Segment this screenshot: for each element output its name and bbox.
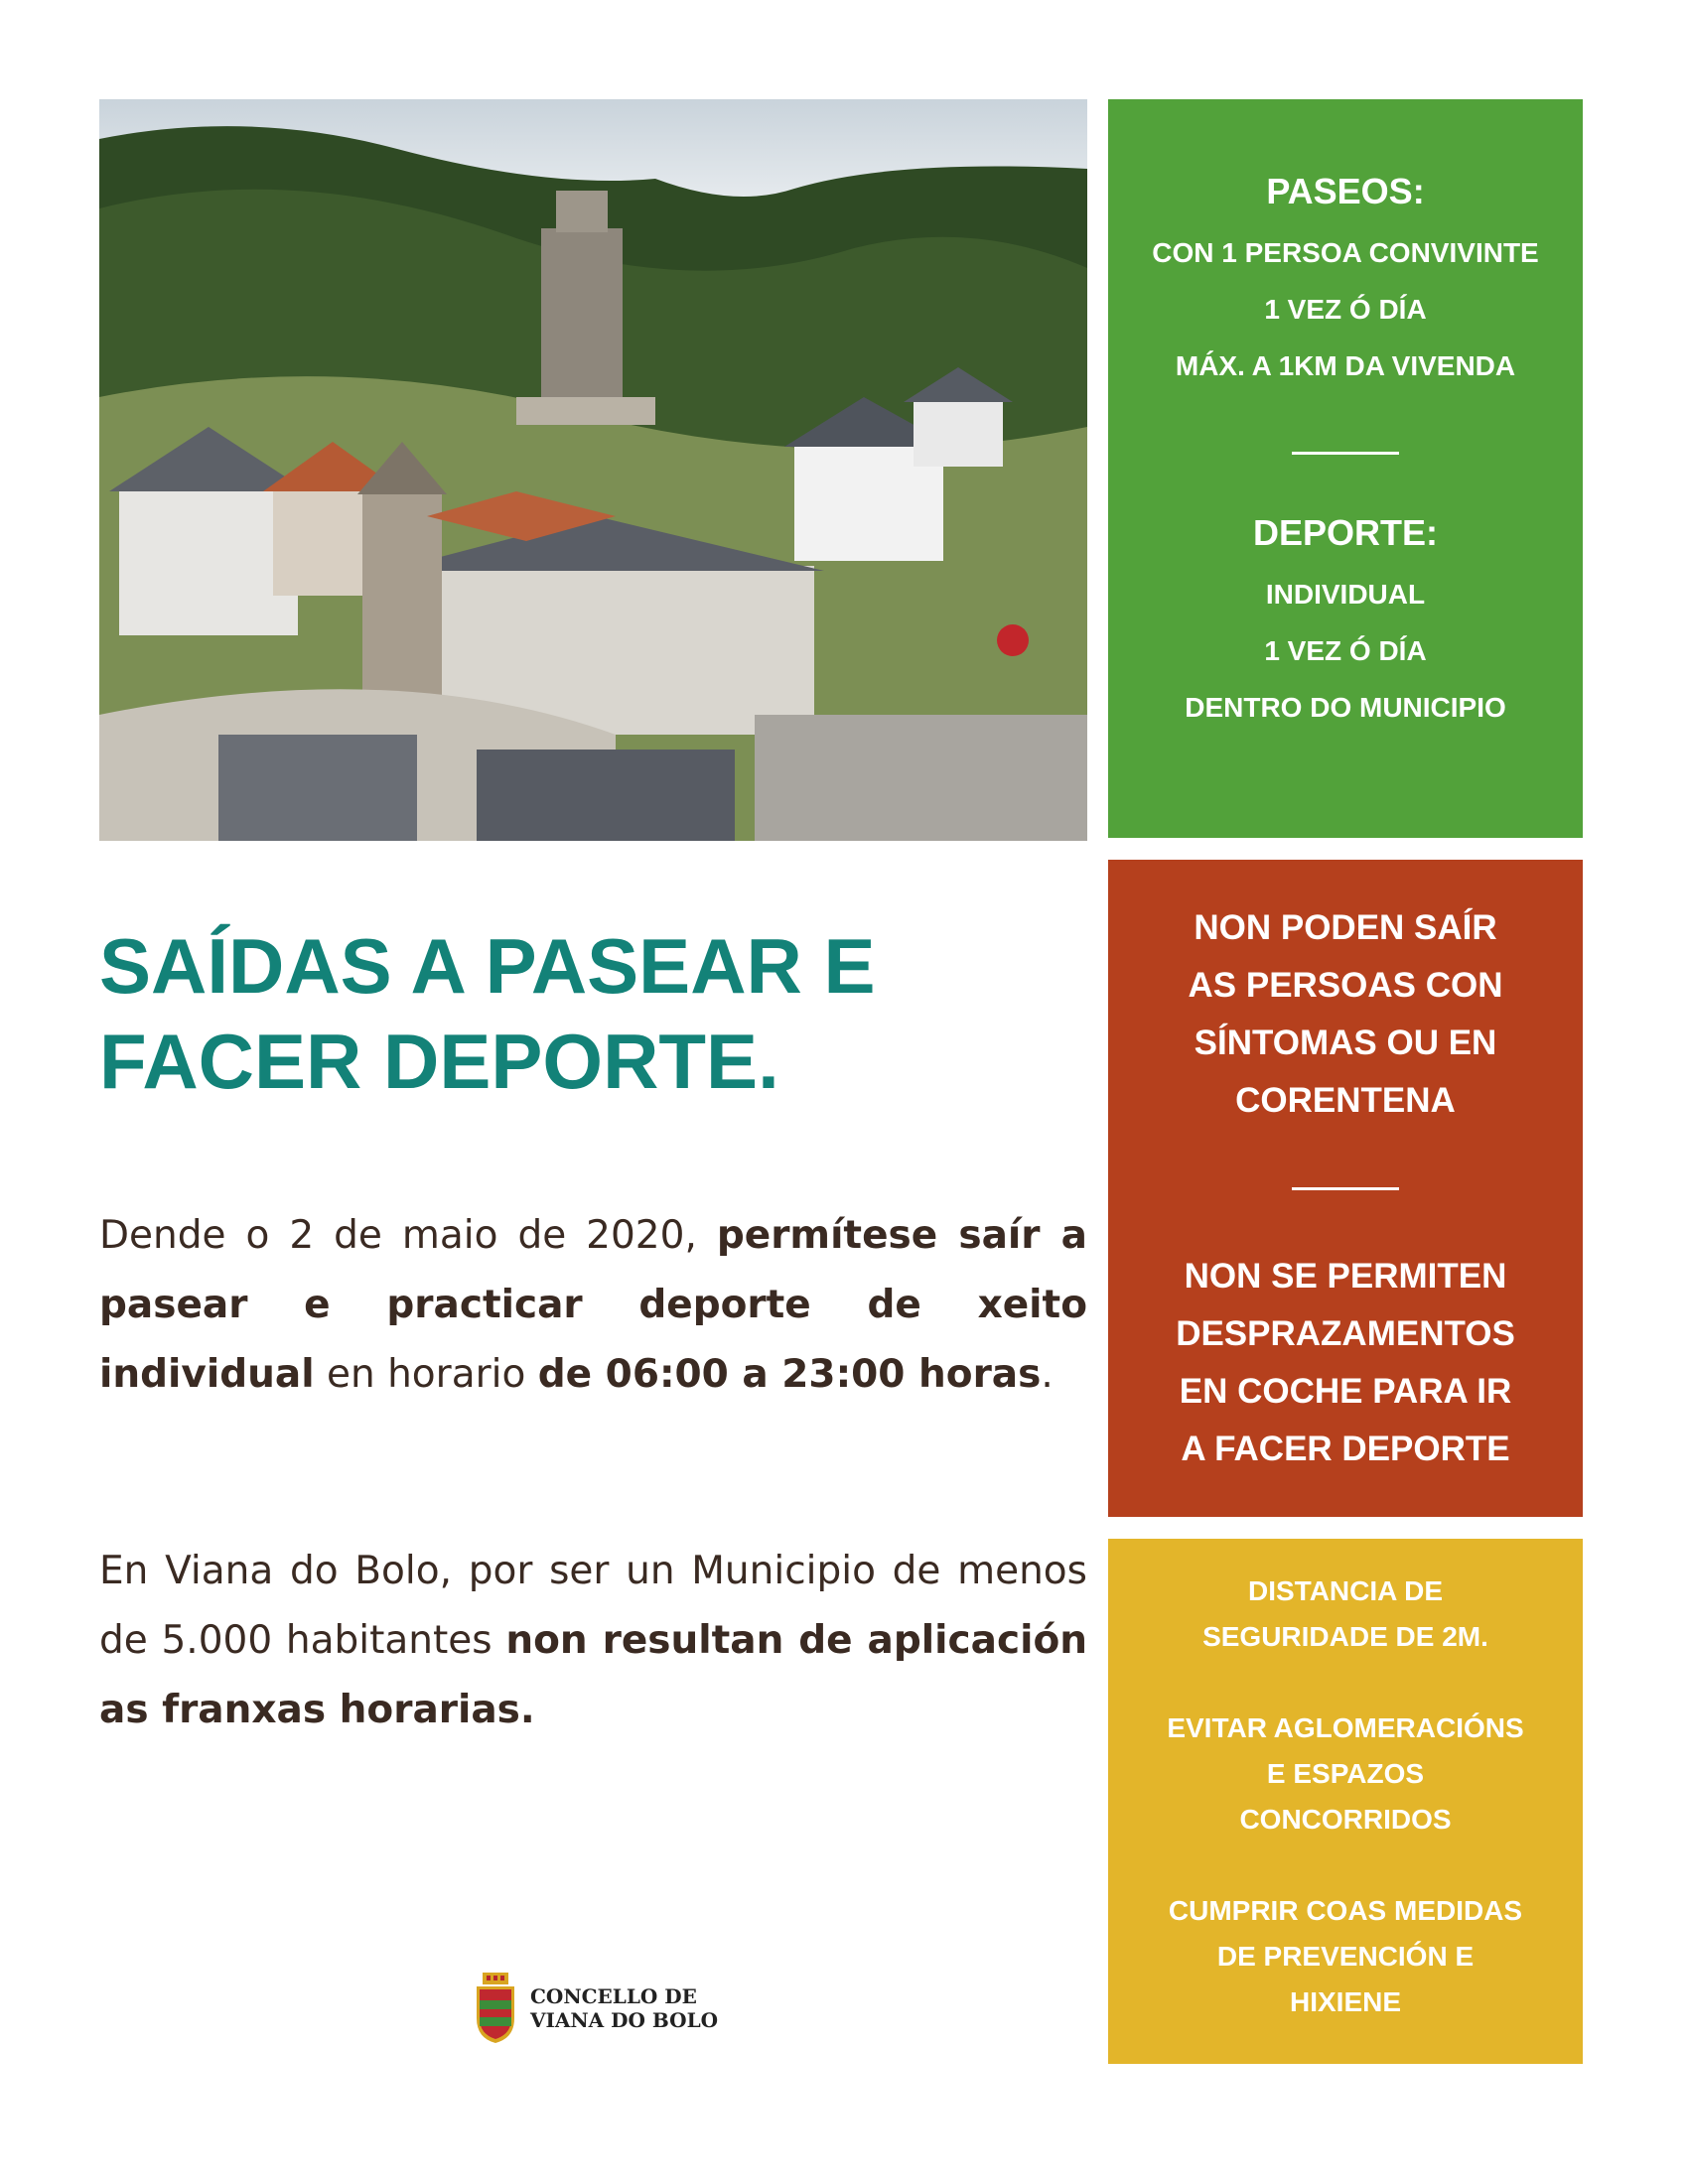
concello-logo <box>475 1973 718 2044</box>
paragraph-date <box>99 1201 1087 1410</box>
measure-line: E ESPAZOS <box>1266 1758 1425 1789</box>
title-line: FACER DEPORTE. <box>99 1018 779 1105</box>
logo-line: VIANA DO BOLO <box>530 2008 719 2032</box>
paragraph-municipio <box>99 1537 1087 1745</box>
deporte-title: DEPORTE: <box>1252 512 1438 553</box>
deporte-line: INDIVIDUAL <box>1265 579 1426 610</box>
bold-run: permítese saír a pasear e practicar deporte de xeito individual <box>99 1213 1087 1397</box>
rules-panel-green <box>1108 99 1583 838</box>
text-run: Dende o 2 de maio de 2020, <box>99 1213 717 1258</box>
restriction-line: DESPRAZAMENTOS <box>1176 1314 1515 1353</box>
coat-of-arms-icon <box>475 1973 516 2044</box>
paseos-line: 1 VEZ Ó DÍA <box>1264 294 1427 325</box>
measures-panel-yellow <box>1108 1539 1583 2064</box>
restrictions-panel-red <box>1108 860 1583 1517</box>
paseos-line: MÁX. A 1KM DA VIVENDA <box>1175 350 1516 381</box>
measure-line: CUMPRIR COAS MEDIDAS <box>1168 1895 1523 1926</box>
title-line: SAÍDAS A PASEAR E <box>99 922 876 1010</box>
page-title <box>99 918 1092 1109</box>
restriction-line: NON PODEN SAÍR <box>1194 908 1497 947</box>
restriction-line: CORENTENA <box>1235 1081 1456 1120</box>
measure-line: HIXIENE <box>1289 1986 1402 2017</box>
logo-text <box>530 1984 718 2032</box>
paseos-line: CON 1 PERSOA CONVIVINTE <box>1152 237 1539 268</box>
bold-run: non resultan de aplicación as franxas horarias. <box>99 1618 1087 1732</box>
restriction-line: AS PERSOAS CON <box>1188 966 1503 1005</box>
measure-line: DISTANCIA DE <box>1248 1575 1443 1606</box>
text-run: en horario <box>314 1352 538 1397</box>
restriction-line: SÍNTOMAS OU EN <box>1194 1024 1497 1062</box>
measure-line: SEGURIDADE DE 2M. <box>1202 1621 1488 1652</box>
deporte-line: 1 VEZ Ó DÍA <box>1264 635 1427 666</box>
paseos-title: PASEOS: <box>1266 171 1425 211</box>
measure-line: DE PREVENCIÓN E <box>1216 1941 1475 1972</box>
measure-line: EVITAR AGLOMERACIÓNS <box>1167 1712 1524 1743</box>
restriction-line: EN COCHE PARA IR <box>1179 1372 1512 1411</box>
deporte-line: DENTRO DO MUNICIPIO <box>1185 692 1506 723</box>
restriction-line: NON SE PERMITEN <box>1184 1257 1507 1296</box>
measure-line: CONCORRIDOS <box>1239 1804 1452 1835</box>
logo-line: CONCELLO DE <box>530 1984 697 2008</box>
text-run: . <box>1041 1352 1054 1397</box>
text-run: En Viana do Bolo, por ser un Municipio de menos de 5.000 habitantes <box>99 1549 1087 1663</box>
restriction-line: A FACER DEPORTE <box>1181 1430 1510 1468</box>
village-photo <box>99 99 1087 841</box>
bold-run: de 06:00 a 23:00 horas <box>537 1352 1042 1397</box>
